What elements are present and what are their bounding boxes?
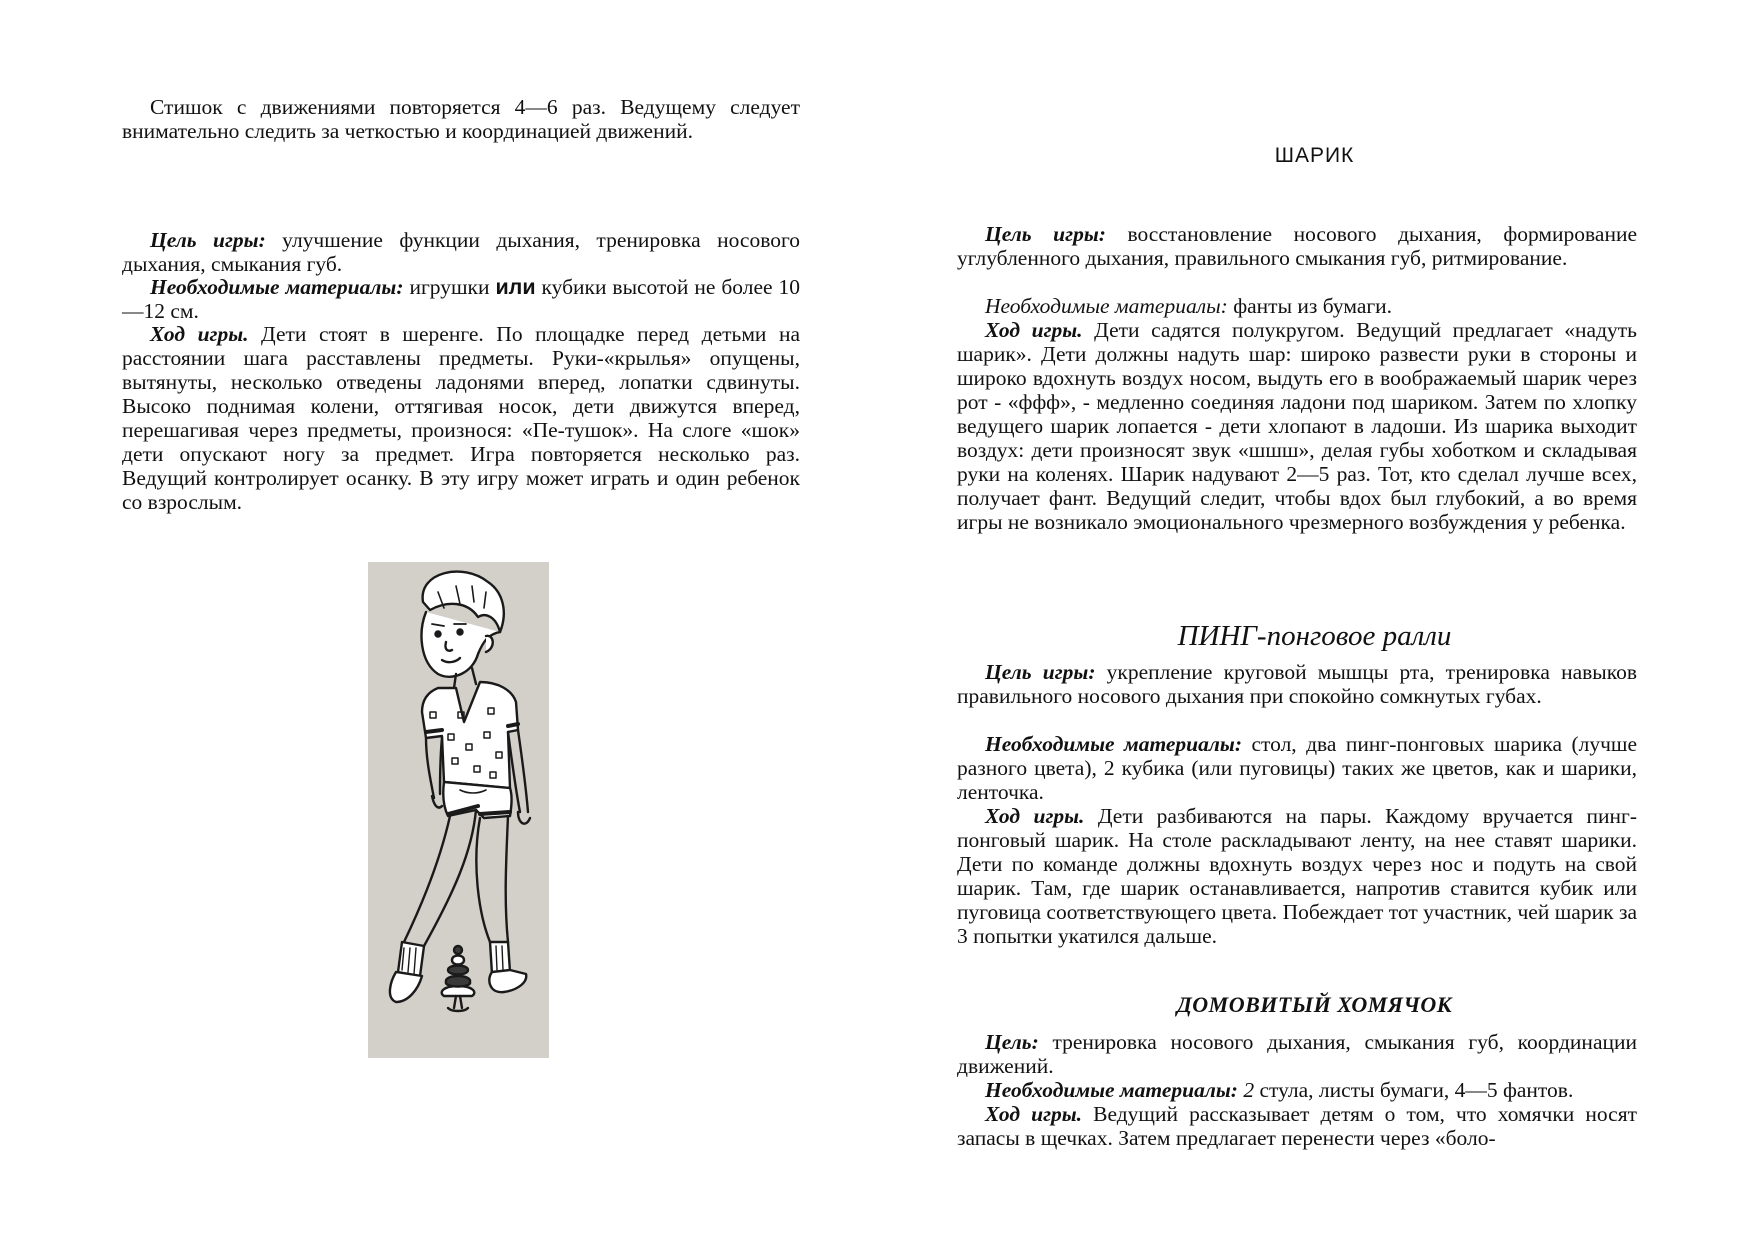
game3-play-paragraph	[957, 1102, 1637, 1150]
game2-play-text: Дети разбиваются на пары. Каждому вручается пинг-понговый шарик. На столе раскладывают ленту, на нее ставят шарики. Дети по команде должны вдохнуть воздух через нос и подуть на свой шарик. Там, где шарик останавливается, напротив ставится кубик или пуговица соответствующего цвета. Побеждает тот участник, чей шарик за 3 попытки укатился дальше.	[957, 804, 1637, 948]
game3-materials-num: 2	[1237, 1078, 1255, 1102]
game3-title: ДОМОВИТЫЙ ХОМЯЧОК	[1176, 992, 1453, 1017]
materials-label: Необходимые материалы:	[150, 275, 404, 299]
materials-text-before: игрушки	[403, 275, 496, 299]
game1-goal-text: восстановление носового дыхания, формирование углубленного дыхания, правильного смыкания губ, ритмирование.	[957, 222, 1638, 270]
game2-goal-label: Цель игры:	[985, 660, 1096, 684]
game3-goal-paragraph	[957, 1030, 1637, 1078]
game3-materials-label: Необходимые материалы:	[985, 1078, 1238, 1102]
game1-materials-paragraph	[957, 294, 1637, 318]
goal-text: улучшение функции дыхания, тренировка носового дыхания, смыкания губ.	[122, 228, 801, 276]
game2-goal-text: укрепление круговой мышцы рта, тренировка навыков правильного носового дыхания при спокойно сомкнутых губах.	[957, 660, 1638, 708]
materials-text-after: кубики высотой не более 10—12 см.	[122, 275, 800, 323]
game2-play-paragraph	[957, 804, 1637, 948]
play-label: Ход игры.	[150, 322, 249, 346]
game2-goal-paragraph	[957, 660, 1637, 708]
game1-goal-label: Цель игры:	[985, 222, 1106, 246]
game3-play-text: Ведущий рассказывает детям о том, что хомячки носят запасы в щечках. Затем предлагает перенести через «боло-	[957, 1102, 1637, 1150]
game2-materials-text: стол, два пинг-понговых шарика (лучше разного цвета), 2 кубика (или пуговицы) таких же цветов, как и шарики, ленточка.	[957, 732, 1637, 804]
game1-title: ШАРИК	[1274, 144, 1355, 167]
game3-materials-text: стула, листы бумаги, 4—5 фантов.	[1254, 1078, 1574, 1102]
game1-materials-text: фанты из бумаги.	[1227, 294, 1393, 318]
game1-play-paragraph	[957, 318, 1637, 534]
game2-play-label: Ход игры.	[985, 804, 1085, 828]
game1-play-text: Дети садятся полукругом. Ведущий предлагает «надуть шарик». Дети должны надуть шар: широко развести руки в стороны и широко вдохнуть воздух носом, выдуть его в воображаемый шарик через рот - «ффф», - медленно соединяя ладони под шариком. Затем по хлопку ведущего шарик лопается - дети хлопают в ладоши. Из шарика выходит воздух: дети произносят звук «шшш», делая губы хоботком и складывая руки на коленях. Шарик надувают 2—5 раз. Тот, кто сделал лучше всех, получает фант. Ведущий следит, чтобы вдох был глубокий, а во время игры не возникало эмоционального чрезмерного возбуждения у ребенка.	[957, 318, 1637, 534]
left-page	[0, 0, 876, 1241]
right-page	[876, 0, 1753, 1241]
game1-materials-label: Необходимые материалы:	[985, 294, 1228, 318]
materials-paragraph	[122, 275, 800, 323]
game2-materials-label: Необходимые материалы:	[985, 732, 1242, 756]
game3-materials-paragraph	[957, 1078, 1637, 1102]
game2-materials-paragraph	[957, 732, 1637, 804]
game1-goal-paragraph	[957, 222, 1637, 270]
game2-title: ПИНГ-понговое ралли	[1177, 620, 1452, 652]
game3-goal-text: тренировка носового дыхания, смыкания губ, координации движений.	[957, 1030, 1637, 1078]
materials-bold-word: или	[495, 275, 536, 299]
play-text: Дети стоят в шеренге. По площадке перед детьми на расстоянии шага расставлены предметы. Руки-«крылья» опущены, вытянуты, несколько отведены ладонями вперед, лопатки сдвинуты. Высоко поднимая колени, оттягивая носок, дети движутся вперед, перешагивая через предметы, произнося: «Пе-тушок». На слоге «шок» дети опускают ногу за предмет. Игра повторяется несколько раз. Ведущий контролирует осанку. В эту игру может играть и один ребенок со взрослым.	[122, 322, 800, 514]
game3-play-label: Ход игры.	[985, 1102, 1083, 1126]
intro-paragraph: Стишок с движениями повторяется 4—6 раз. Ведущему следует внимательно следить за четкостью и координацией движений.	[122, 95, 800, 143]
game1-play-label: Ход игры.	[985, 318, 1083, 342]
goal-paragraph	[122, 228, 800, 276]
play-paragraph	[122, 322, 800, 514]
boy-stepping-over-toy-icon	[368, 562, 549, 1058]
game3-goal-label: Цель:	[985, 1030, 1039, 1054]
goal-label: Цель игры:	[150, 228, 266, 252]
